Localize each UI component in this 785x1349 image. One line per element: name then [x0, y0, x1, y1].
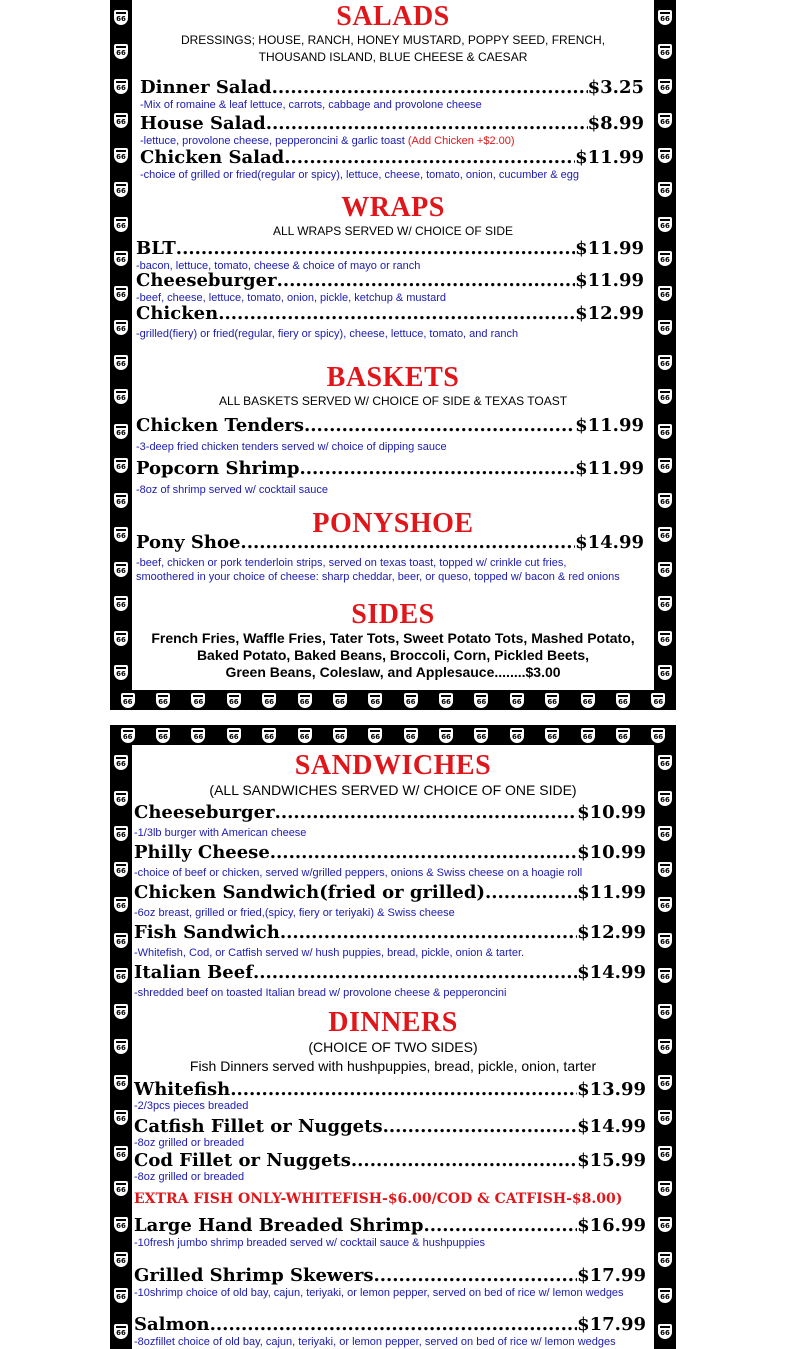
route-66-shield-icon: 66: [658, 424, 672, 439]
route-66-shield-icon: 66: [658, 1004, 672, 1019]
item-price: $14.99: [575, 532, 644, 553]
item-name: Catfish Fillet or Nuggets: [134, 1116, 383, 1137]
item-name: Philly Cheese: [134, 842, 270, 863]
wraps-section: [132, 193, 654, 240]
route-66-shield-icon: 66: [404, 728, 418, 743]
route-66-shield-icon: 66: [439, 693, 453, 708]
ponyshoe-title: PONYSHOE: [312, 508, 474, 539]
item-extra: (Add Chicken +$2.00): [407, 135, 515, 147]
item-name: Cod Fillet or Nuggets: [134, 1150, 351, 1171]
wraps-note: ALL WRAPS SERVED W/ CHOICE OF SIDE: [272, 224, 514, 238]
route-66-shield-icon: 66: [658, 665, 672, 680]
route-66-shield-icon: 66: [333, 693, 347, 708]
item-price: $15.99: [577, 1150, 646, 1171]
wrap-item: [136, 239, 644, 273]
route-66-shield-icon: 66: [114, 826, 128, 841]
route-66-shield-icon: 66: [114, 1039, 128, 1054]
route-66-shield-icon: 66: [298, 693, 312, 708]
item-price: $12.99: [575, 303, 644, 324]
shield-border-right: [654, 745, 676, 1349]
route-66-shield-icon: 66: [121, 693, 135, 708]
route-66-shield-icon: 66: [298, 728, 312, 743]
route-66-shield-icon: 66: [114, 1004, 128, 1019]
route-66-shield-icon: 66: [658, 1039, 672, 1054]
route-66-shield-icon: 66: [114, 251, 128, 266]
route-66-shield-icon: 66: [658, 1146, 672, 1161]
wraps-title: WRAPS: [341, 192, 445, 223]
sandwiches-section: [132, 751, 654, 799]
menu-panel-bottom: [110, 725, 676, 1349]
route-66-shield-icon: 66: [658, 1110, 672, 1125]
item-desc: -8oz grilled or breaded: [134, 1137, 245, 1149]
route-66-shield-icon: 66: [658, 493, 672, 508]
item-name: Chicken Sandwich(fried or grilled): [134, 882, 485, 903]
basket-item: [136, 459, 644, 497]
baskets-note: ALL BASKETS SERVED W/ CHOICE OF SIDE & TEXAS TOAST: [218, 394, 568, 408]
route-66-shield-icon: 66: [658, 10, 672, 25]
route-66-shield-icon: 66: [581, 693, 595, 708]
route-66-shield-icon: 66: [114, 1288, 128, 1303]
dinners-note-1: (CHOICE OF TWO SIDES): [308, 1039, 478, 1055]
item-price: $13.99: [577, 1079, 646, 1100]
item-name: BLT: [136, 238, 176, 259]
sides-line-3: Green Beans, Coleslaw, and Applesauce........$3.00: [225, 664, 561, 680]
route-66-shield-icon: 66: [227, 693, 241, 708]
item-name: Chicken Tenders: [136, 415, 305, 436]
route-66-shield-icon: 66: [191, 728, 205, 743]
route-66-shield-icon: 66: [114, 791, 128, 806]
route-66-shield-icon: 66: [658, 1217, 672, 1232]
item-desc: -8ozfillet choice of old bay, cajun, teriyaki, or lemon pepper, served on bed of rice w/ lemon wedges: [134, 1336, 616, 1348]
item-price: $17.99: [577, 1265, 646, 1286]
route-66-shield-icon: 66: [510, 728, 524, 743]
route-66-shield-icon: 66: [114, 389, 128, 404]
route-66-shield-icon: 66: [658, 320, 672, 335]
route-66-shield-icon: 66: [545, 728, 559, 743]
item-desc: -10fresh jumbo shrimp breaded served w/ cocktail sauce & hushpuppies: [134, 1237, 485, 1249]
item-desc: -beef, chicken or pork tenderloin strips, served on texas toast, topped w/ crinkle cut fries,: [136, 557, 567, 569]
route-66-shield-icon: 66: [616, 693, 630, 708]
sandwiches-note: (ALL SANDWICHES SERVED W/ CHOICE OF ONE SIDE): [209, 782, 577, 798]
route-66-shield-icon: 66: [114, 665, 128, 680]
shield-border-left: [110, 0, 132, 690]
route-66-shield-icon: 66: [658, 458, 672, 473]
item-desc: -8oz of shrimp served w/ cocktail sauce: [136, 484, 328, 496]
salad-item: [140, 78, 644, 112]
item-desc: -grilled(fiery) or fried(regular, fiery or spicy), cheese, lettuce, tomato, and ranch: [136, 328, 519, 340]
route-66-shield-icon: 66: [114, 320, 128, 335]
route-66-shield-icon: 66: [114, 10, 128, 25]
item-name: House Salad: [140, 113, 266, 134]
item-price: $3.25: [587, 77, 644, 98]
dinners-note-2: Fish Dinners served with hushpuppies, bread, pickle, onion, tarter: [189, 1058, 597, 1074]
route-66-shield-icon: 66: [658, 1288, 672, 1303]
salad-item: [140, 148, 644, 182]
route-66-shield-icon: 66: [227, 728, 241, 743]
item-price: $11.99: [575, 238, 644, 259]
item-price: $12.99: [577, 922, 646, 943]
shield-border-top: [110, 725, 676, 745]
route-66-shield-icon: 66: [114, 527, 128, 542]
item-name: Grilled Shrimp Skewers: [134, 1265, 374, 1286]
salad-item: [140, 114, 644, 148]
route-66-shield-icon: 66: [658, 527, 672, 542]
basket-item: [136, 416, 644, 454]
sandwich-item: [134, 803, 646, 840]
item-name: Chicken: [136, 303, 219, 324]
sandwich-item: [134, 963, 646, 1000]
sides-section: [132, 600, 654, 681]
route-66-shield-icon: 66: [510, 693, 524, 708]
item-desc: -3-deep fried chicken tenders served w/ choice of dipping sauce: [136, 441, 447, 453]
extra-fish-note: [134, 1191, 650, 1207]
item-price: $14.99: [577, 1116, 646, 1137]
item-name: Chicken Salad: [140, 147, 285, 168]
salads-note-1: DRESSINGS; HOUSE, RANCH, HONEY MUSTARD, POPPY SEED, FRENCH,: [180, 33, 606, 47]
item-name: Italian Beef: [134, 962, 253, 983]
route-66-shield-icon: 66: [581, 728, 595, 743]
dinner-item: [134, 1080, 646, 1112]
route-66-shield-icon: 66: [474, 728, 488, 743]
item-desc: -bacon, lettuce, tomato, cheese & choice of mayo or ranch: [136, 260, 421, 272]
route-66-shield-icon: 66: [114, 44, 128, 59]
extra-fish-text: EXTRA FISH ONLY-WHITEFISH-$6.00/COD & CATFISH-$8.00): [134, 1191, 623, 1207]
sandwich-item: [134, 923, 646, 960]
item-desc-2: smoothered in your choice of cheese: sharp cheddar, beer, or queso, topped w/ bacon & red onions: [136, 571, 620, 583]
item-price: $10.99: [577, 802, 646, 823]
route-66-shield-icon: 66: [658, 355, 672, 370]
route-66-shield-icon: 66: [658, 217, 672, 232]
item-name: Dinner Salad: [140, 77, 272, 98]
route-66-shield-icon: 66: [114, 217, 128, 232]
route-66-shield-icon: 66: [658, 182, 672, 197]
sandwich-item: [134, 883, 646, 920]
route-66-shield-icon: 66: [439, 728, 453, 743]
route-66-shield-icon: 66: [121, 728, 135, 743]
route-66-shield-icon: 66: [114, 897, 128, 912]
route-66-shield-icon: 66: [651, 728, 665, 743]
item-name: Cheeseburger: [136, 270, 277, 291]
route-66-shield-icon: 66: [658, 148, 672, 163]
route-66-shield-icon: 66: [156, 728, 170, 743]
route-66-shield-icon: 66: [658, 1075, 672, 1090]
shield-border-bottom: [110, 690, 676, 710]
dinner-item: [134, 1315, 646, 1349]
item-desc: -1/3lb burger with American cheese: [134, 827, 307, 839]
salads-title: SALADS: [336, 1, 450, 32]
route-66-shield-icon: 66: [658, 791, 672, 806]
item-desc: -choice of beef or chicken, served w/grilled peppers, onions & Swiss cheese on a hoagie roll: [134, 867, 583, 879]
route-66-shield-icon: 66: [114, 862, 128, 877]
route-66-shield-icon: 66: [658, 562, 672, 577]
route-66-shield-icon: 66: [114, 79, 128, 94]
item-desc: -Whitefish, Cod, or Catfish served w/ hush puppies, bread, pickle, onion & tarter.: [134, 947, 525, 959]
route-66-shield-icon: 66: [114, 1075, 128, 1090]
item-name: Fish Sandwich: [134, 922, 280, 943]
baskets-title: BASKETS: [326, 362, 460, 393]
item-name: Cheeseburger: [134, 802, 275, 823]
item-name: Large Hand Breaded Shrimp: [134, 1215, 424, 1236]
route-66-shield-icon: 66: [658, 79, 672, 94]
route-66-shield-icon: 66: [114, 933, 128, 948]
item-desc: -choice of grilled or fried(regular or spicy), lettuce, cheese, tomato, onion, cucumber & egg: [140, 169, 579, 181]
item-price: $8.99: [587, 113, 644, 134]
wrap-item: [136, 271, 644, 305]
item-desc: -10shrimp choice of old bay, cajun, teriyaki, or lemon pepper, served on bed of rice w/ lemon wedges: [134, 1287, 624, 1299]
route-66-shield-icon: 66: [658, 389, 672, 404]
route-66-shield-icon: 66: [114, 1217, 128, 1232]
route-66-shield-icon: 66: [114, 562, 128, 577]
shield-border-left: [110, 745, 132, 1349]
route-66-shield-icon: 66: [114, 286, 128, 301]
route-66-shield-icon: 66: [114, 355, 128, 370]
route-66-shield-icon: 66: [474, 693, 488, 708]
menu-page-2: [132, 745, 654, 1349]
item-desc: -shredded beef on toasted Italian bread w/ provolone cheese & pepperoncini: [134, 987, 507, 999]
item-desc: -6oz breast, grilled or fried,(spicy, fiery or teriyaki) & Swiss cheese: [134, 907, 455, 919]
item-price: $11.99: [575, 415, 644, 436]
route-66-shield-icon: 66: [658, 1181, 672, 1196]
wrap-item: [136, 304, 644, 341]
route-66-shield-icon: 66: [368, 728, 382, 743]
route-66-shield-icon: 66: [545, 693, 559, 708]
item-name: Salmon: [134, 1314, 210, 1335]
route-66-shield-icon: 66: [658, 755, 672, 770]
item-price: $11.99: [575, 270, 644, 291]
route-66-shield-icon: 66: [404, 693, 418, 708]
route-66-shield-icon: 66: [368, 693, 382, 708]
item-price: $11.99: [575, 147, 644, 168]
route-66-shield-icon: 66: [114, 148, 128, 163]
route-66-shield-icon: 66: [658, 968, 672, 983]
route-66-shield-icon: 66: [262, 728, 276, 743]
item-price: $16.99: [577, 1215, 646, 1236]
route-66-shield-icon: 66: [658, 44, 672, 59]
route-66-shield-icon: 66: [114, 1181, 128, 1196]
dinner-item: [134, 1216, 646, 1250]
sandwich-item: [134, 843, 646, 880]
route-66-shield-icon: 66: [658, 897, 672, 912]
menu-page-1: [132, 0, 654, 690]
item-price: $11.99: [577, 882, 646, 903]
route-66-shield-icon: 66: [114, 458, 128, 473]
route-66-shield-icon: 66: [658, 596, 672, 611]
item-name: Popcorn Shrimp: [136, 458, 300, 479]
route-66-shield-icon: 66: [658, 1252, 672, 1267]
sides-line-2: Baked Potato, Baked Beans, Broccoli, Corn, Pickled Beets,: [196, 647, 590, 663]
route-66-shield-icon: 66: [114, 631, 128, 646]
route-66-shield-icon: 66: [114, 182, 128, 197]
route-66-shield-icon: 66: [616, 728, 630, 743]
menu-panel-top: [110, 0, 676, 710]
route-66-shield-icon: 66: [658, 862, 672, 877]
item-desc: -2/3pcs pieces breaded: [134, 1100, 249, 1112]
route-66-shield-icon: 66: [651, 693, 665, 708]
item-price: $10.99: [577, 842, 646, 863]
route-66-shield-icon: 66: [114, 1110, 128, 1125]
route-66-shield-icon: 66: [658, 631, 672, 646]
route-66-shield-icon: 66: [114, 493, 128, 508]
route-66-shield-icon: 66: [658, 251, 672, 266]
route-66-shield-icon: 66: [114, 113, 128, 128]
baskets-section: [132, 363, 654, 410]
route-66-shield-icon: 66: [658, 286, 672, 301]
item-desc: -lettuce, provolone cheese, pepperoncini & garlic toast: [140, 135, 405, 147]
route-66-shield-icon: 66: [114, 1146, 128, 1161]
sandwiches-title: SANDWICHES: [294, 750, 492, 781]
ponyshoe-item: [136, 533, 644, 584]
route-66-shield-icon: 66: [658, 1324, 672, 1339]
item-name: Whitefish: [134, 1079, 231, 1100]
dinners-section: [132, 1008, 654, 1076]
item-price: $11.99: [575, 458, 644, 479]
route-66-shield-icon: 66: [333, 728, 347, 743]
route-66-shield-icon: 66: [114, 596, 128, 611]
item-name: Pony Shoe: [136, 532, 241, 553]
dinner-item: [134, 1151, 646, 1183]
shield-border-right: [654, 0, 676, 690]
sides-line-1: French Fries, Waffle Fries, Tater Tots, Sweet Potato Tots, Mashed Potato,: [151, 630, 635, 646]
salads-note-2: THOUSAND ISLAND, BLUE CHEESE & CAESAR: [258, 50, 528, 64]
route-66-shield-icon: 66: [114, 755, 128, 770]
item-desc: -Mix of romaine & leaf lettuce, carrots, cabbage and provolone cheese: [140, 99, 482, 111]
route-66-shield-icon: 66: [114, 968, 128, 983]
item-desc: -8oz grilled or breaded: [134, 1171, 245, 1183]
item-desc: -beef, cheese, lettuce, tomato, onion, pickle, ketchup & mustard: [136, 292, 447, 304]
dinner-item: [134, 1266, 646, 1300]
route-66-shield-icon: 66: [658, 933, 672, 948]
route-66-shield-icon: 66: [156, 693, 170, 708]
route-66-shield-icon: 66: [191, 693, 205, 708]
item-price: $14.99: [577, 962, 646, 983]
route-66-shield-icon: 66: [114, 1324, 128, 1339]
dinner-item: [134, 1117, 646, 1149]
route-66-shield-icon: 66: [262, 693, 276, 708]
dinners-title: DINNERS: [328, 1007, 458, 1038]
route-66-shield-icon: 66: [114, 424, 128, 439]
item-price: $17.99: [577, 1314, 646, 1335]
sides-title: SIDES: [351, 599, 435, 630]
salads-section: [132, 2, 654, 66]
route-66-shield-icon: 66: [658, 113, 672, 128]
route-66-shield-icon: 66: [114, 1252, 128, 1267]
route-66-shield-icon: 66: [658, 826, 672, 841]
